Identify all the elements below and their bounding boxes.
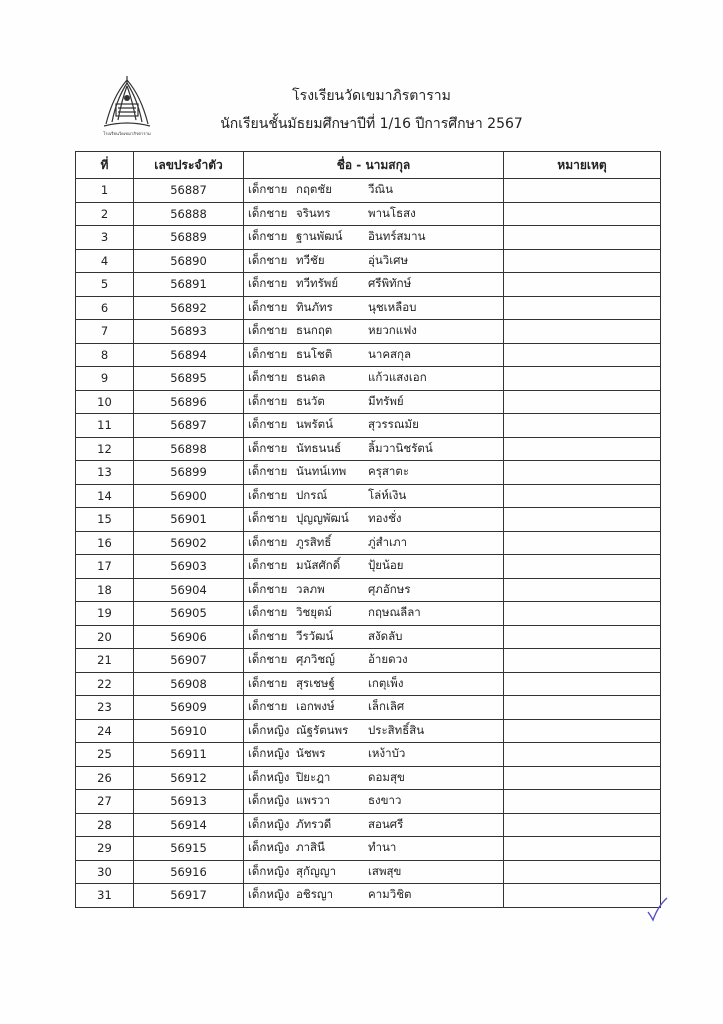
row-number: 2 (76, 202, 134, 226)
row-number: 29 (76, 837, 134, 861)
student-id: 56890 (134, 249, 244, 273)
student-name (244, 508, 504, 532)
logo-caption: โรงเรียนวัดเขมาภิรตาราม (103, 131, 151, 136)
student-id: 56908 (134, 672, 244, 696)
table-row (76, 719, 661, 743)
table-row (76, 226, 661, 250)
remark-cell (504, 813, 661, 837)
table-row (76, 249, 661, 273)
first-name: ธนดล (296, 370, 326, 385)
name-prefix: เด็กหญิง (248, 887, 290, 902)
student-name (244, 531, 504, 555)
remark-cell (504, 672, 661, 696)
first-name: ฐานพัฒน์ (296, 229, 343, 244)
table-row (76, 884, 661, 908)
remark-cell (504, 719, 661, 743)
student-name (244, 202, 504, 226)
name-prefix: เด็กชาย (248, 205, 288, 220)
student-name (244, 249, 504, 273)
last-name: ลิ้มวานิชรัตน์ (368, 440, 433, 455)
student-id: 56901 (134, 508, 244, 532)
row-number: 25 (76, 743, 134, 767)
name-prefix: เด็กหญิง (248, 769, 290, 784)
row-number: 9 (76, 367, 134, 391)
last-name: มีทรัพย์ (368, 393, 404, 408)
remark-cell (504, 531, 661, 555)
name-prefix: เด็กชาย (248, 440, 288, 455)
remark-cell (504, 578, 661, 602)
first-name: ณัฐรัตนพร (296, 722, 349, 737)
first-name: ธนโชติ (296, 346, 333, 361)
first-name: ทินภัทร (296, 299, 333, 314)
last-name: ประสิทธิ์สิน (368, 722, 425, 737)
row-number: 1 (76, 179, 134, 203)
row-number: 5 (76, 273, 134, 297)
student-name (244, 813, 504, 837)
student-id: 56897 (134, 414, 244, 438)
student-name (244, 602, 504, 626)
student-name (244, 367, 504, 391)
first-name: นพรัตน์ (296, 417, 333, 432)
first-name: เอกพงษ์ (296, 699, 335, 714)
table-row (76, 555, 661, 579)
row-number: 21 (76, 649, 134, 673)
row-number: 31 (76, 884, 134, 908)
remark-cell (504, 602, 661, 626)
name-prefix: เด็กหญิง (248, 816, 290, 831)
last-name: ศุภอักษร (368, 581, 411, 596)
name-prefix: เด็กหญิง (248, 793, 290, 808)
last-name: พานโธสง (368, 205, 416, 220)
last-name: ทำนา (368, 840, 397, 855)
remark-cell (504, 273, 661, 297)
student-name (244, 860, 504, 884)
remark-cell (504, 555, 661, 579)
name-prefix: เด็กชาย (248, 182, 288, 197)
first-name: วีรวัฒน์ (296, 628, 334, 643)
last-name: ธงขาว (368, 793, 402, 808)
student-name (244, 179, 504, 203)
row-number: 23 (76, 696, 134, 720)
student-id: 56912 (134, 766, 244, 790)
name-prefix: เด็กชาย (248, 699, 288, 714)
last-name: ดอมสุข (368, 769, 405, 784)
name-prefix: เด็กชาย (248, 393, 288, 408)
first-name: สุรเชษฐ์ (296, 675, 335, 690)
remark-cell (504, 296, 661, 320)
name-prefix: เด็กชาย (248, 511, 288, 526)
table-row (76, 508, 661, 532)
remark-cell (504, 226, 661, 250)
first-name: วิชยุตม์ (296, 605, 333, 620)
name-prefix: เด็กชาย (248, 370, 288, 385)
last-name: นาคสกุล (368, 346, 412, 361)
student-name (244, 343, 504, 367)
table-row (76, 179, 661, 203)
student-id: 56905 (134, 602, 244, 626)
student-id: 56889 (134, 226, 244, 250)
remark-cell (504, 414, 661, 438)
class-title: นักเรียนชั้นมัธยมศึกษาปีที่ 1/16 ปีการศึกษา 2567 (220, 116, 523, 132)
student-name (244, 461, 504, 485)
name-prefix: เด็กหญิง (248, 746, 290, 761)
first-name: ภัทรวดี (296, 816, 332, 831)
name-prefix: เด็กชาย (248, 276, 288, 291)
student-id: 56891 (134, 273, 244, 297)
student-name (244, 790, 504, 814)
remark-cell (504, 508, 661, 532)
last-name: สุวรรณมัย (368, 417, 419, 432)
first-name: ภูรสิทธิ์ (296, 534, 332, 549)
table-row (76, 578, 661, 602)
remark-cell (504, 249, 661, 273)
table-row (76, 790, 661, 814)
remark-cell (504, 367, 661, 391)
student-name (244, 414, 504, 438)
last-name: ทองชั่ง (368, 511, 402, 526)
table-row (76, 273, 661, 297)
row-number: 3 (76, 226, 134, 250)
row-number: 18 (76, 578, 134, 602)
name-prefix: เด็กชาย (248, 229, 288, 244)
row-number: 20 (76, 625, 134, 649)
remark-cell (504, 320, 661, 344)
table-row (76, 672, 661, 696)
row-number: 27 (76, 790, 134, 814)
name-prefix: เด็กหญิง (248, 722, 290, 737)
last-name: หยวกแฟง (368, 323, 417, 338)
student-name (244, 296, 504, 320)
row-number: 28 (76, 813, 134, 837)
first-name: นัชพร (296, 746, 326, 761)
remark-cell (504, 461, 661, 485)
student-name (244, 696, 504, 720)
student-id: 56894 (134, 343, 244, 367)
student-name (244, 320, 504, 344)
last-name: คามวิชิต (368, 887, 412, 902)
remark-cell (504, 884, 661, 908)
student-id: 56888 (134, 202, 244, 226)
first-name: ทวีทรัพย์ (296, 276, 339, 291)
student-name (244, 837, 504, 861)
last-name: เกตุเพ็ง (368, 675, 404, 690)
first-name: นัทธนนธ์ (296, 440, 342, 455)
name-prefix: เด็กชาย (248, 323, 288, 338)
table-row (76, 649, 661, 673)
check-mark-icon (646, 896, 668, 922)
student-name (244, 390, 504, 414)
last-name: อ้ายดวง (368, 652, 408, 667)
student-name (244, 625, 504, 649)
remark-cell (504, 860, 661, 884)
student-name (244, 555, 504, 579)
row-number: 4 (76, 249, 134, 273)
student-id: 56913 (134, 790, 244, 814)
last-name: เหง้าบัว (368, 746, 406, 761)
first-name: วลภพ (296, 581, 325, 596)
name-prefix: เด็กหญิง (248, 840, 290, 855)
row-number: 17 (76, 555, 134, 579)
table-row (76, 837, 661, 861)
row-number: 15 (76, 508, 134, 532)
student-name (244, 484, 504, 508)
school-name: โรงเรียนวัดเขมาภิรตาราม (292, 88, 451, 104)
first-name: ภาสินี (296, 840, 325, 855)
name-prefix: เด็กชาย (248, 675, 288, 690)
student-id: 56915 (134, 837, 244, 861)
name-prefix: เด็กชาย (248, 252, 288, 267)
name-prefix: เด็กชาย (248, 581, 288, 596)
student-name (244, 672, 504, 696)
remark-cell (504, 790, 661, 814)
row-number: 22 (76, 672, 134, 696)
name-prefix: เด็กชาย (248, 299, 288, 314)
table-header-row (76, 152, 661, 179)
last-name: เล็กเลิศ (368, 699, 405, 714)
student-id: 56899 (134, 461, 244, 485)
name-prefix: เด็กชาย (248, 652, 288, 667)
student-id: 56895 (134, 367, 244, 391)
student-name (244, 226, 504, 250)
remark-cell (504, 696, 661, 720)
name-prefix: เด็กชาย (248, 346, 288, 361)
row-number: 8 (76, 343, 134, 367)
student-id: 56917 (134, 884, 244, 908)
col-header-name: ชื่อ - นามสกุล (244, 152, 504, 179)
student-id: 56887 (134, 179, 244, 203)
student-name (244, 719, 504, 743)
first-name: แพรวา (296, 793, 331, 808)
student-id: 56904 (134, 578, 244, 602)
table-row (76, 602, 661, 626)
name-prefix: เด็กชาย (248, 534, 288, 549)
last-name: กฤษณลีลา (368, 605, 421, 620)
student-id: 56903 (134, 555, 244, 579)
student-name (244, 273, 504, 297)
table-row (76, 343, 661, 367)
row-number: 11 (76, 414, 134, 438)
first-name: ธนวัต (296, 393, 325, 408)
remark-cell (504, 649, 661, 673)
table-row (76, 860, 661, 884)
first-name: นันทน์เทพ (296, 464, 347, 479)
first-name: ปุญญพัฒน์ (296, 511, 349, 526)
last-name: โล่ห์เงิน (368, 487, 407, 502)
student-name (244, 437, 504, 461)
table-row (76, 437, 661, 461)
first-name: ปกรณ์ (296, 487, 328, 502)
last-name: อุ่นวิเศษ (368, 252, 409, 267)
last-name: แก้วแสงเอก (368, 370, 427, 385)
row-number: 24 (76, 719, 134, 743)
remark-cell (504, 202, 661, 226)
table-row (76, 813, 661, 837)
remark-cell (504, 390, 661, 414)
table-row (76, 367, 661, 391)
last-name: เสพสุข (368, 863, 402, 878)
table-row (76, 743, 661, 767)
first-name: สุกัญญา (296, 863, 337, 878)
name-prefix: เด็กชาย (248, 628, 288, 643)
row-number: 6 (76, 296, 134, 320)
name-prefix: เด็กหญิง (248, 863, 290, 878)
first-name: ธนกฤต (296, 323, 333, 338)
remark-cell (504, 743, 661, 767)
remark-cell (504, 484, 661, 508)
row-number: 26 (76, 766, 134, 790)
col-header-id: เลขประจำตัว (134, 152, 244, 179)
col-header-remark: หมายเหตุ (504, 152, 661, 179)
student-name (244, 766, 504, 790)
table-row (76, 296, 661, 320)
student-id: 56907 (134, 649, 244, 673)
table-row (76, 414, 661, 438)
table-row (76, 390, 661, 414)
name-prefix: เด็กชาย (248, 558, 288, 573)
remark-cell (504, 625, 661, 649)
student-id: 56902 (134, 531, 244, 555)
student-id: 56906 (134, 625, 244, 649)
table-row (76, 320, 661, 344)
student-name (244, 884, 504, 908)
last-name: ภู่สำเภา (368, 534, 408, 549)
student-name (244, 578, 504, 602)
name-prefix: เด็กชาย (248, 605, 288, 620)
student-id: 56900 (134, 484, 244, 508)
table-row (76, 696, 661, 720)
student-id: 56893 (134, 320, 244, 344)
first-name: อชิรญา (296, 887, 334, 902)
row-number: 19 (76, 602, 134, 626)
last-name: ศรีพิทักษ์ (368, 276, 412, 291)
student-name (244, 649, 504, 673)
student-id: 56909 (134, 696, 244, 720)
table-row (76, 766, 661, 790)
table-row (76, 531, 661, 555)
name-prefix: เด็กชาย (248, 417, 288, 432)
last-name: ครุสาตะ (368, 464, 409, 479)
remark-cell (504, 837, 661, 861)
student-id: 56896 (134, 390, 244, 414)
last-name: สอนศรี (368, 816, 404, 831)
row-number: 16 (76, 531, 134, 555)
last-name: อินทร์สมาน (368, 229, 426, 244)
remark-cell (504, 437, 661, 461)
name-prefix: เด็กชาย (248, 464, 288, 479)
remark-cell (504, 766, 661, 790)
first-name: กฤตชัย (296, 182, 332, 197)
name-prefix: เด็กชาย (248, 487, 288, 502)
row-number: 14 (76, 484, 134, 508)
student-id: 56898 (134, 437, 244, 461)
table-row (76, 202, 661, 226)
row-number: 30 (76, 860, 134, 884)
student-table (75, 151, 661, 908)
student-id: 56916 (134, 860, 244, 884)
first-name: จรินทร (296, 205, 331, 220)
first-name: ทวีชัย (296, 252, 325, 267)
remark-cell (504, 343, 661, 367)
row-number: 13 (76, 461, 134, 485)
first-name: มนัสศักดิ์ (296, 558, 341, 573)
table-row (76, 461, 661, 485)
last-name: วีณิน (368, 182, 393, 197)
remark-cell (504, 179, 661, 203)
table-row (76, 484, 661, 508)
last-name: ปุ้ยน้อย (368, 558, 404, 573)
student-id: 56911 (134, 743, 244, 767)
row-number: 7 (76, 320, 134, 344)
student-name (244, 743, 504, 767)
first-name: ปิยะฎา (296, 769, 331, 784)
last-name: นุชเหลือบ (368, 299, 417, 314)
first-name: ศุภวิชญ์ (296, 652, 335, 667)
student-id: 56914 (134, 813, 244, 837)
student-id: 56910 (134, 719, 244, 743)
table-row (76, 625, 661, 649)
row-number: 10 (76, 390, 134, 414)
col-header-no: ที่ (76, 152, 134, 179)
last-name: สงัดลับ (368, 628, 403, 643)
student-id: 56892 (134, 296, 244, 320)
row-number: 12 (76, 437, 134, 461)
